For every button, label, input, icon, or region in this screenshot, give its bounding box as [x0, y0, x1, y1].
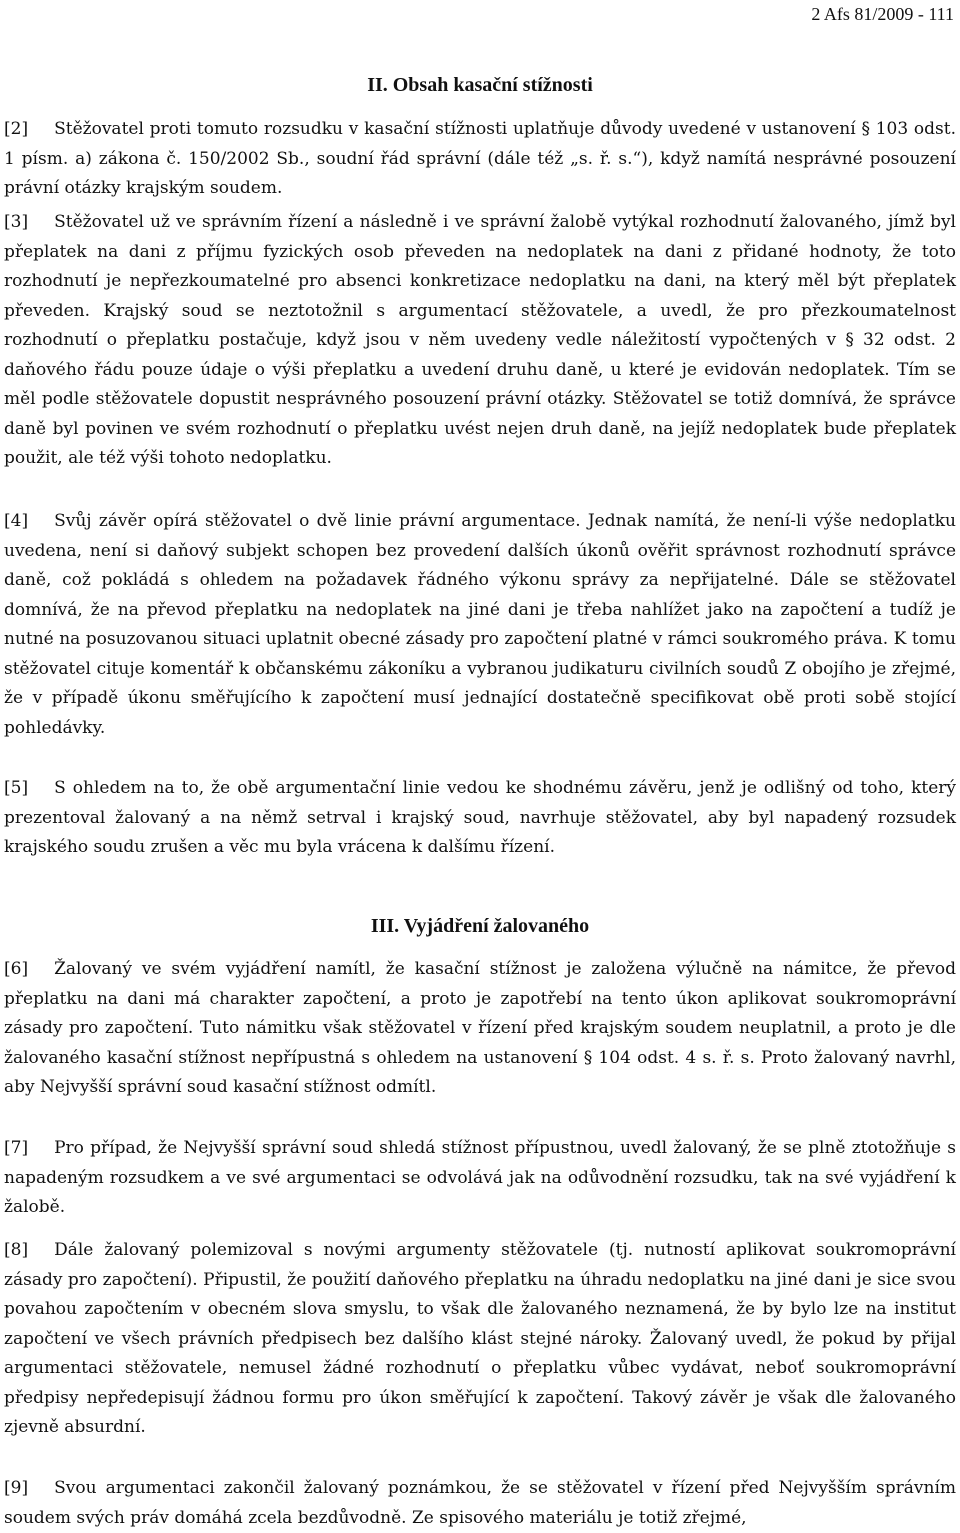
paragraph-text: Žalovaný ve svém vyjádření namítl, že kasační stížnost je založena výlučně na námitce, že převod přeplatku na dani má charakter započtení, a proto je zapotřebí na tento úkon aplikovat soukromoprávní zásady pro započtení. Tuto námitku však stěžovatel v řízení před krajským soudem neuplatnil, a proto je dle žalovaného kasační stížnost nepřípustná s ohledem na ustanovení § 104 odst. 4 s. ř. s. Proto žalovaný navrhl, aby Nejvyšší správní soud kasační stížnost odmítl.: [4, 959, 956, 1097]
paragraph-number: [7]: [4, 1138, 29, 1158]
document-reference: 2 Afs 81/2009 - 111: [811, 4, 954, 24]
paragraph-number: [4]: [4, 511, 29, 531]
paragraph-number: [6]: [4, 959, 29, 979]
paragraph-5: [4, 774, 956, 863]
paragraph-text: Svůj závěr opírá stěžovatel o dvě linie právní argumentace. Jednak namítá, že není-li výše nedoplatku uvedena, není si daňový subjekt schopen bez provedení dalších úkonů ověřit správnost rozhodnutí správce daně, což pokládá s ohledem na požadavek řádného výkonu správy za nepřijatelné. Dále se stěžovatel domnívá, že na převod přeplatku na nedoplatek na jiné dani je třeba nahlížet jako na započtení a tudíž je nutné na posuzovanou situaci uplatnit obecné zásady pro započtení platné v rámci soukromého práva. K tomu stěžovatel cituje komentář k občanskému zákoníku a vybranou judikaturu civilních soudů Z obojího je zřejmé, že v případě úkonu směřujícího k započtení musí jednající dostatečně specifikovat obě proti sobě stojící pohledávky.: [4, 511, 956, 738]
paragraph-text: Stěžovatel už ve správním řízení a následně i ve správní žalobě vytýkal rozhodnutí žalovaného, jímž byl přeplatek na dani z příjmu fyzických osob převeden na nedoplatek na dani z přidané hodnoty, že toto rozhodnutí je nepřezkoumatelné pro absenci konkretizace nedoplatku na dani, na který měl být přeplatek převeden. Krajský soud se neztotožnil s argumentací stěžovatele, a uvedl, že pro přezkoumatelnost rozhodnutí o přeplatku postačuje, když jsou v něm uvedeny vedle náležitostí vypočtených v § 32 odst. 2 daňového řádu pouze údaje o výši přeplatku a uvedení druhu daně, u které je evidován nedoplatek. Tím se měl podle stěžovatele dopustit nesprávného posouzení právní otázky. Stěžovatel se totiž domnívá, že správce daně byl povinen ve svém rozhodnutí o přeplatku uvést nejen druh daně, na jejíž nedoplatek bude přeplatek použit, ale též výši tohoto nedoplatku.: [4, 212, 956, 468]
paragraph-6: [4, 955, 956, 1103]
paragraph-2: [4, 115, 956, 204]
paragraph-9: [4, 1474, 956, 1533]
paragraph-4: [4, 507, 956, 743]
paragraph-text: Svou argumentaci zakončil žalovaný poznámkou, že se stěžovatel v řízení před Nejvyšším správním soudem svých práv domáhá zcela bezdůvodně. Ze spisového materiálu je totiž zřejmé,: [4, 1478, 956, 1528]
paragraph-text: Dále žalovaný polemizoval s novými argumenty stěžovatele (tj. nutností aplikovat soukromoprávní zásady pro započtení). Připustil, že použití daňového přeplatku na úhradu nedoplatku na jiné dani je sice svou povahou započtením v obecném slova smyslu, to však dle žalovaného neznamená, že by bylo lze na institut započtení ve všech právních předpisech bez dalšího klást stejné nároky. Žalovaný uvedl, že pokud by přijal argumentaci stěžovatele, nemusel žádné rozhodnutí o přeplatku vůbec vydávat, neboť soukromoprávní předpisy nepředepisují žádnou formu pro úkon směřující k započtení. Takový závěr je však dle žalovaného zjevně absurdní.: [4, 1240, 956, 1437]
paragraph-number: [2]: [4, 119, 29, 139]
paragraph-7: [4, 1134, 956, 1223]
paragraph-number: [8]: [4, 1240, 29, 1260]
paragraph-text: S ohledem na to, že obě argumentační linie vedou ke shodnému závěru, jenž je odlišný od toho, který prezentoval žalovaný a na němž setrval i krajský soud, navrhuje stěžovatel, aby byl napadený rozsudek krajského soudu zrušen a věc mu byla vrácena k dalšímu řízení.: [4, 778, 956, 857]
paragraph-3: [4, 208, 956, 474]
paragraph-number: [3]: [4, 212, 29, 232]
paragraph-text: Stěžovatel proti tomuto rozsudku v kasační stížnosti uplatňuje důvody uvedené v ustanovení § 103 odst. 1 písm. a) zákona č. 150/2002 Sb., soudní řád správní (dále též „s. ř. s.“), když namítá nesprávné posouzení právní otázky krajským soudem.: [4, 119, 956, 198]
section-heading-3: III. Vyjádření žalovaného: [370, 915, 590, 937]
paragraph-8: [4, 1236, 956, 1443]
paragraph-number: [9]: [4, 1478, 29, 1498]
paragraph-text: Pro případ, že Nejvyšší správní soud shledá stížnost přípustnou, uvedl žalovaný, že se plně ztotožňuje s napadeným rozsudkem a ve své argumentaci se odvolává jak na odůvodnění rozsudku, tak na své vyjádření k žalobě.: [4, 1138, 956, 1217]
paragraph-number: [5]: [4, 778, 29, 798]
section-heading-2: II. Obsah kasační stížnosti: [367, 74, 593, 96]
